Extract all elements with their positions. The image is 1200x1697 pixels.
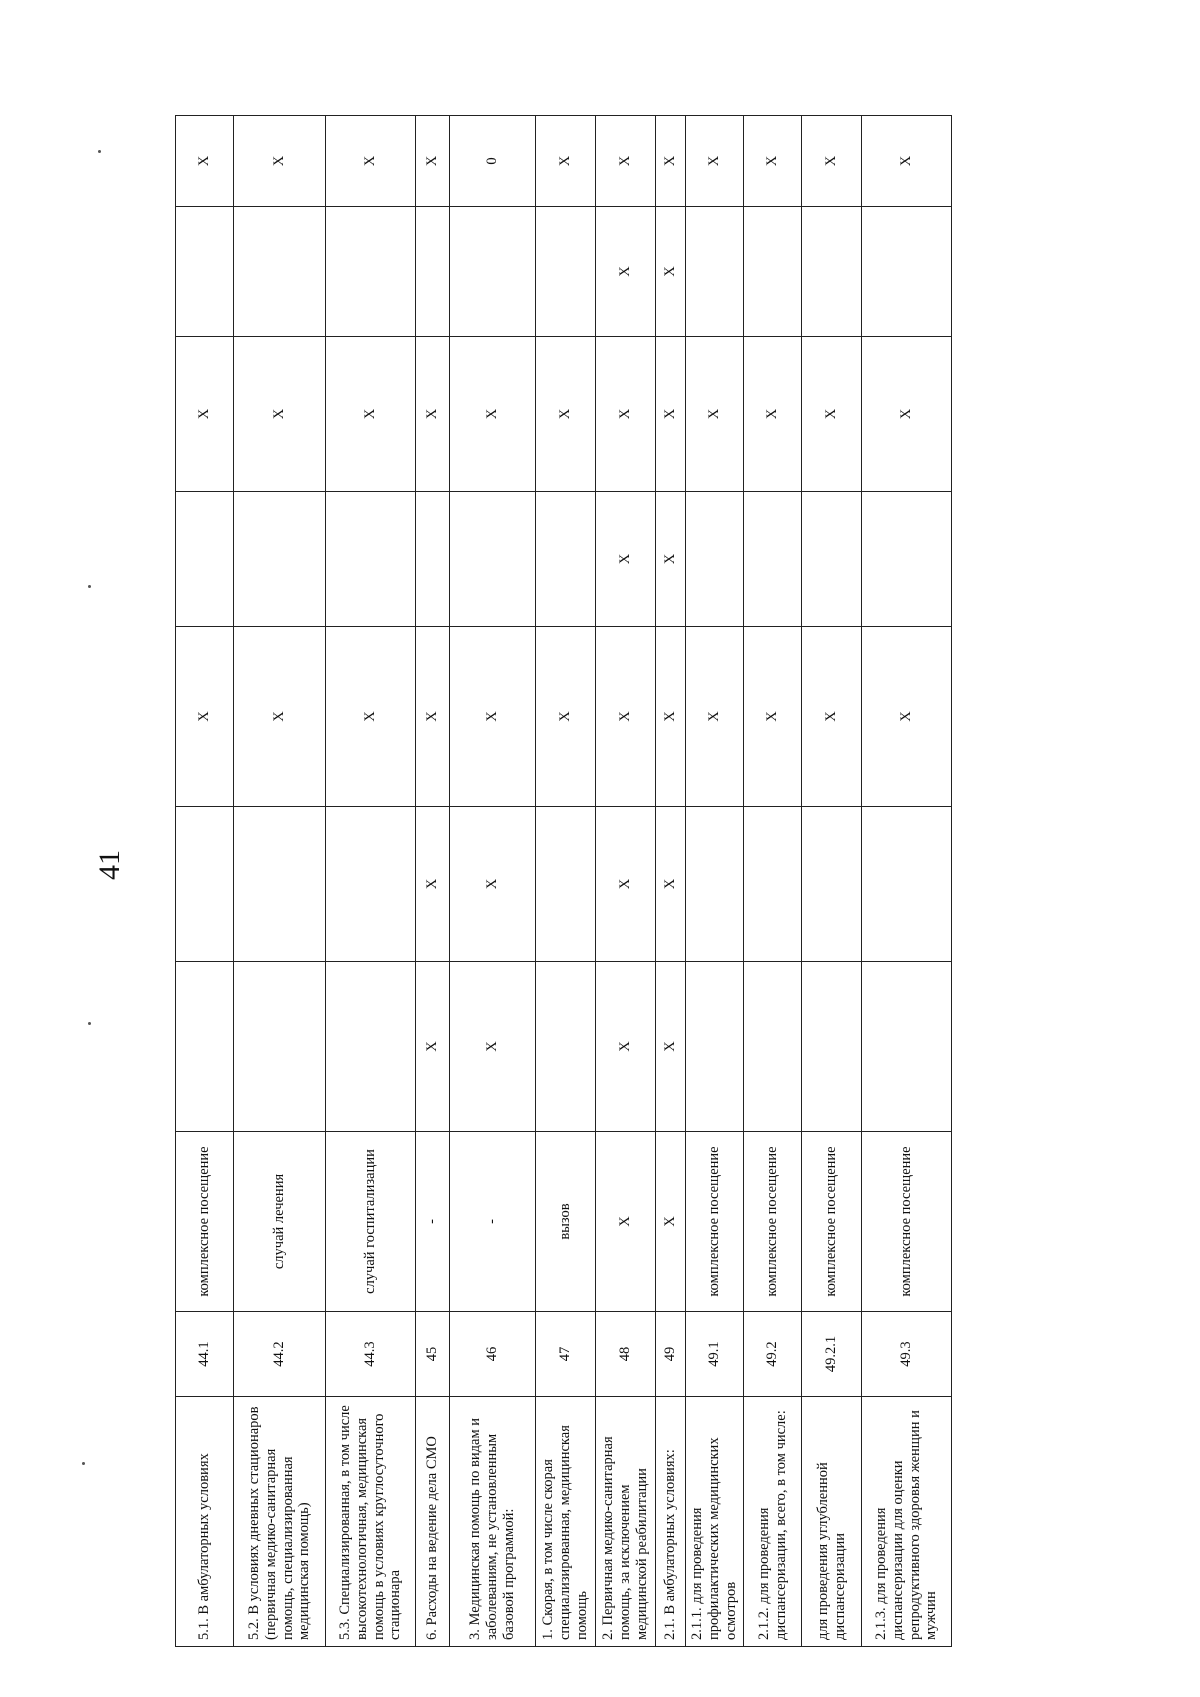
value-cell-8: X [536,337,596,492]
row-label: 6. Расходы на ведение дела СМО [416,1397,450,1647]
page-number: 41 [93,850,126,880]
row-code: 49.3 [862,1312,952,1397]
value-cell-9: X [656,207,686,337]
value-cell-4: X [596,962,656,1132]
value-cell-8: X [744,337,802,492]
value-cell-5 [176,807,234,962]
value-cell-9 [416,207,450,337]
value-cell-10: X [744,116,802,207]
table-row [862,116,952,1647]
value-cell-10: X [686,116,744,207]
value-cell-9 [326,207,416,337]
value-cell-4 [326,962,416,1132]
value-cell-8: X [326,337,416,492]
value-cell-10: X [656,116,686,207]
row-code: 44.3 [326,1312,416,1397]
row-label: 2. Первичная медико-санитарная помощь, за исключением медицинской реабилитации [596,1397,656,1647]
value-cell-5 [536,807,596,962]
value-cell-7 [802,492,862,627]
value-cell-10: X [862,116,952,207]
value-cell-9: X [596,207,656,337]
row-code: 45 [416,1312,450,1397]
value-cell-7 [536,492,596,627]
value-cell-5 [744,807,802,962]
value-cell-6: X [596,627,656,807]
value-cell-9 [234,207,326,337]
value-cell-10: 0 [450,116,536,207]
unit-cell: - [416,1132,450,1312]
value-cell-6: X [744,627,802,807]
unit-cell: комплексное посещение [862,1132,952,1312]
row-code: 49.1 [686,1312,744,1397]
row-code: 49.2.1 [802,1312,862,1397]
value-cell-5: X [656,807,686,962]
value-cell-10: X [326,116,416,207]
value-cell-10: X [536,116,596,207]
scan-speck [88,585,91,588]
value-cell-5: X [450,807,536,962]
value-cell-6: X [176,627,234,807]
value-cell-8: X [176,337,234,492]
unit-cell: вызов [536,1132,596,1312]
unit-cell: комплексное посещение [176,1132,234,1312]
unit-cell: случай госпитализации [326,1132,416,1312]
value-cell-6: X [536,627,596,807]
value-cell-7 [416,492,450,627]
value-cell-8: X [416,337,450,492]
value-cell-10: X [234,116,326,207]
table-row [450,116,536,1647]
value-cell-6: X [326,627,416,807]
value-cell-5 [802,807,862,962]
value-cell-5: X [416,807,450,962]
row-code: 44.1 [176,1312,234,1397]
table-row [686,116,744,1647]
table-row [234,116,326,1647]
rotated-table-wrapper [175,116,951,1647]
row-code: 49 [656,1312,686,1397]
value-cell-4 [176,962,234,1132]
unit-cell: случай лечения [234,1132,326,1312]
value-cell-8: X [862,337,952,492]
value-cell-6: X [862,627,952,807]
value-cell-4 [744,962,802,1132]
row-label: для проведения углубленной диспансеризации [802,1397,862,1647]
value-cell-4: X [450,962,536,1132]
row-label: 2.1.3. для проведения диспансеризации для оценки репродуктивного здоровья женщин и мужчин [862,1397,952,1647]
table-row [326,116,416,1647]
value-cell-4: X [656,962,686,1132]
value-cell-7 [686,492,744,627]
table-row [176,116,234,1647]
value-cell-7 [234,492,326,627]
value-cell-4 [536,962,596,1132]
value-cell-8: X [656,337,686,492]
row-label: 2.1. В амбулаторных условиях: [656,1397,686,1647]
row-label: 2.1.1. для проведения профилактических медицинских осмотров [686,1397,744,1647]
value-cell-5 [234,807,326,962]
row-label: 5.1. В амбулаторных условиях [176,1397,234,1647]
value-cell-4 [234,962,326,1132]
value-cell-8: X [802,337,862,492]
scan-speck [82,1462,85,1465]
row-code: 46 [450,1312,536,1397]
value-cell-9 [176,207,234,337]
row-label: 3. Медицинская помощь по видам и заболеваниям, не установленным базовой программой: [450,1397,536,1647]
value-cell-6: X [234,627,326,807]
unit-cell: X [656,1132,686,1312]
scan-speck [98,150,101,153]
value-cell-5 [686,807,744,962]
value-cell-8: X [450,337,536,492]
unit-cell: X [596,1132,656,1312]
unit-cell: комплексное посещение [802,1132,862,1312]
data-table [175,115,952,1647]
value-cell-10: X [176,116,234,207]
value-cell-9 [744,207,802,337]
value-cell-7 [744,492,802,627]
unit-cell: комплексное посещение [686,1132,744,1312]
row-code: 44.2 [234,1312,326,1397]
value-cell-10: X [416,116,450,207]
value-cell-10: X [596,116,656,207]
table-row [744,116,802,1647]
row-code: 47 [536,1312,596,1397]
row-label: 5.3. Специализированная, в том числе высокотехнологичная, медицинская помощь в условиях круглосуточного стационара [326,1397,416,1647]
value-cell-4 [802,962,862,1132]
value-cell-5 [862,807,952,962]
value-cell-7 [450,492,536,627]
row-label: 2.1.2. для проведения диспансеризации, всего, в том числе: [744,1397,802,1647]
value-cell-10: X [802,116,862,207]
scan-speck [88,1022,91,1025]
value-cell-5 [326,807,416,962]
table-body [176,116,952,1647]
value-cell-4 [862,962,952,1132]
value-cell-8: X [234,337,326,492]
table-row [536,116,596,1647]
table-row [596,116,656,1647]
value-cell-8: X [686,337,744,492]
value-cell-7: X [656,492,686,627]
value-cell-6: X [802,627,862,807]
table-row [656,116,686,1647]
value-cell-6: X [656,627,686,807]
table-row [416,116,450,1647]
row-code: 49.2 [744,1312,802,1397]
row-label: 5.2. В условиях дневных стационаров (первичная медико-санитарная помощь, специализированная медицинская помощь) [234,1397,326,1647]
value-cell-7 [862,492,952,627]
row-label: 1. Скорая, в том числе скорая специализированная, медицинская помощь [536,1397,596,1647]
row-code: 48 [596,1312,656,1397]
value-cell-7 [176,492,234,627]
unit-cell: - [450,1132,536,1312]
value-cell-6: X [450,627,536,807]
unit-cell: комплексное посещение [744,1132,802,1312]
table-row [802,116,862,1647]
value-cell-7: X [596,492,656,627]
value-cell-9 [862,207,952,337]
value-cell-6: X [416,627,450,807]
value-cell-4: X [416,962,450,1132]
value-cell-9 [536,207,596,337]
value-cell-6: X [686,627,744,807]
value-cell-9 [802,207,862,337]
value-cell-7 [326,492,416,627]
value-cell-9 [450,207,536,337]
value-cell-9 [686,207,744,337]
value-cell-4 [686,962,744,1132]
value-cell-8: X [596,337,656,492]
value-cell-5: X [596,807,656,962]
